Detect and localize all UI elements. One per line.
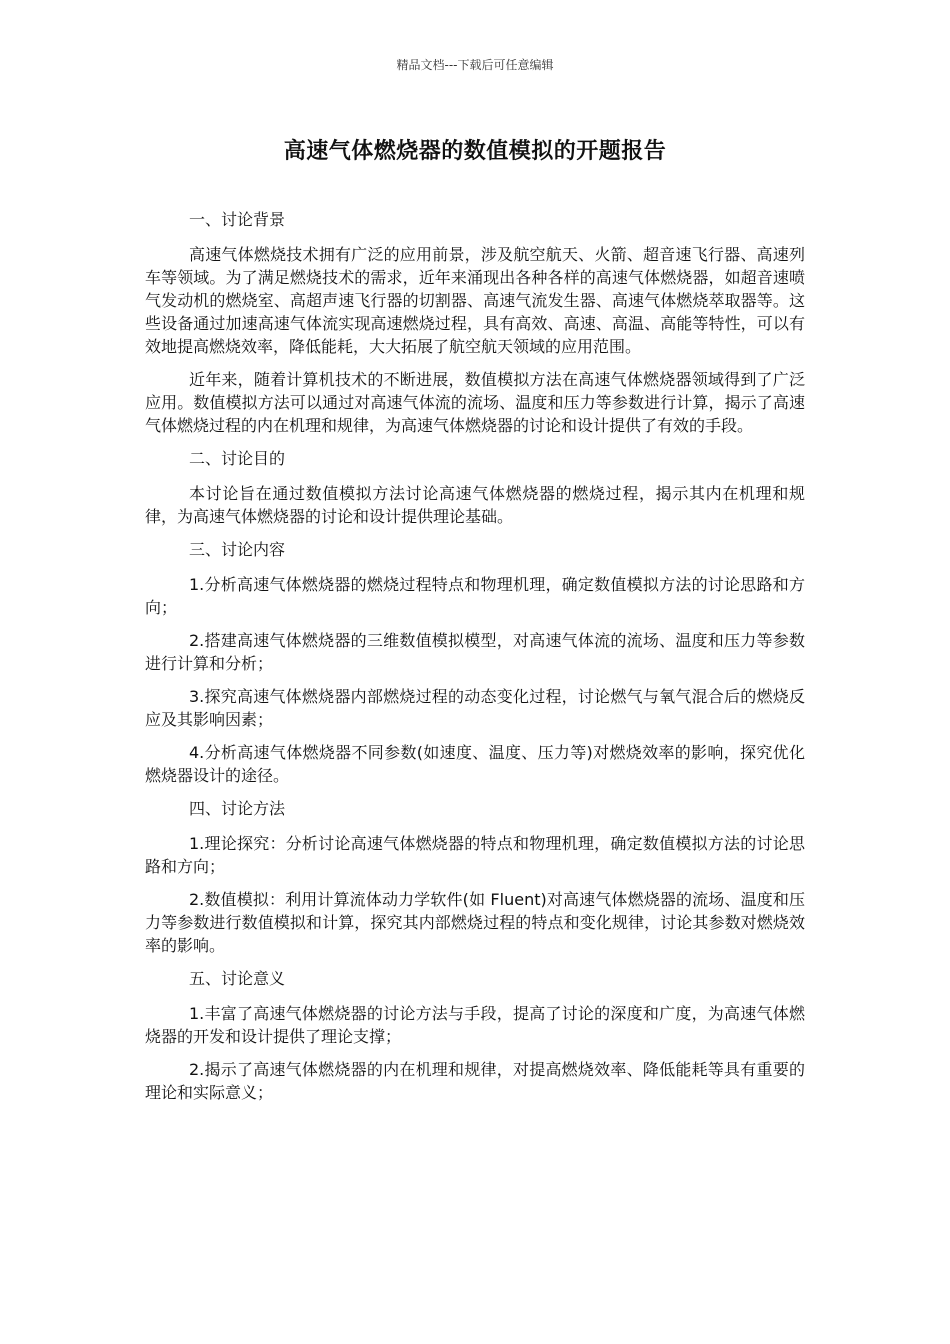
list-item: 3.探究高速气体燃烧器内部燃烧过程的动态变化过程，讨论燃气与氧气混合后的燃烧反应及其影响因素； bbox=[145, 687, 805, 729]
list-item: 1.分析高速气体燃烧器的燃烧过程特点和物理机理，确定数值模拟方法的讨论思路和方向； bbox=[145, 575, 805, 617]
body-paragraph: 近年来，随着计算机技术的不断进展，数值模拟方法在高速气体燃烧器领域得到了广泛应用。数值模拟方法可以通过对高速气体流的流场、温度和压力等参数进行计算，揭示了高速气体燃烧过程的内在机理和规律，为高速气体燃烧器的讨论和设计提供了有效的手段。 bbox=[145, 370, 805, 435]
list-item: 2.数值模拟：利用计算流体动力学软件(如 Fluent)对高速气体燃烧器的流场、温度和压力等参数进行数值模拟和计算，探究其内部燃烧过程的特点和变化规律，讨论其参数对燃烧效率的影响。 bbox=[145, 890, 805, 955]
section-heading: 五、讨论意义 bbox=[189, 969, 286, 988]
document-body bbox=[145, 208, 805, 1114]
list-item: 4.分析高速气体燃烧器不同参数(如速度、温度、压力等)对燃烧效率的影响，探究优化燃烧器设计的途径。 bbox=[145, 743, 805, 785]
list-item: 2.搭建高速气体燃烧器的三维数值模拟模型，对高速气体流的流场、温度和压力等参数进行计算和分析； bbox=[145, 631, 805, 673]
section-heading: 一、讨论背景 bbox=[189, 210, 286, 229]
section-heading: 三、讨论内容 bbox=[189, 540, 286, 559]
body-paragraph: 本讨论旨在通过数值模拟方法讨论高速气体燃烧器的燃烧过程，揭示其内在机理和规律，为高速气体燃烧器的讨论和设计提供理论基础。 bbox=[145, 484, 805, 526]
list-item: 2.揭示了高速气体燃烧器的内在机理和规律，对提高燃烧效率、降低能耗等具有重要的理论和实际意义； bbox=[145, 1060, 805, 1102]
list-item: 1.理论探究：分析讨论高速气体燃烧器的特点和物理机理，确定数值模拟方法的讨论思路和方向； bbox=[145, 834, 805, 876]
section-heading: 二、讨论目的 bbox=[189, 449, 286, 468]
document-title: 高速气体燃烧器的数值模拟的开题报告 bbox=[283, 139, 667, 164]
section-heading: 四、讨论方法 bbox=[189, 799, 286, 818]
list-item: 1.丰富了高速气体燃烧器的讨论方法与手段，提高了讨论的深度和广度，为高速气体燃烧器的开发和设计提供了理论支撑； bbox=[145, 1004, 805, 1046]
page-header: 精品文档---下载后可任意编辑 bbox=[396, 58, 554, 72]
body-paragraph: 高速气体燃烧技术拥有广泛的应用前景，涉及航空航天、火箭、超音速飞行器、高速列车等领域。为了满足燃烧技术的需求，近年来涌现出各种各样的高速气体燃烧器，如超音速喷气发动机的燃烧室、高超声速飞行器的切割器、高速气流发生器、高速气体燃烧萃取器等。这些设备通过加速高速气体流实现高速燃烧过程，具有高效、高速、高温、高能等特性，可以有效地提高燃烧效率，降低能耗，大大拓展了航空航天领域的应用范围。 bbox=[145, 245, 805, 356]
